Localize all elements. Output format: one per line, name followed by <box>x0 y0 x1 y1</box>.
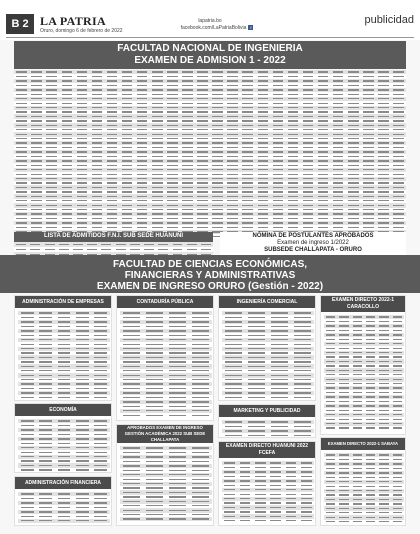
adfin-title: ADMINISTRACIÓN FINANCIERA <box>15 477 111 489</box>
admin-card <box>14 295 112 401</box>
table-cell <box>36 468 54 472</box>
mkt-grid <box>222 420 314 437</box>
table-cell <box>166 413 189 417</box>
admin-grid <box>18 311 110 399</box>
table-row <box>18 468 110 472</box>
ingcom-title: INGENIERÍA COMERCIAL <box>219 296 315 308</box>
table-cell <box>120 517 143 521</box>
table-cell <box>245 433 268 437</box>
table-row <box>222 433 314 437</box>
table-cell <box>120 413 143 417</box>
table-cell <box>268 433 291 437</box>
economics-line3: EXAMEN DE INGRESO ORURO (Gestión - 2022) <box>96 281 324 292</box>
conta-card <box>116 295 214 421</box>
table-row <box>120 413 212 417</box>
directo-huanuni-grid <box>222 461 314 523</box>
table-cell <box>55 468 73 472</box>
adfin-card <box>14 476 112 526</box>
adfin-grid <box>18 492 110 523</box>
section-name: publicidad <box>364 14 414 26</box>
table-row <box>120 517 212 521</box>
table-cell <box>36 519 54 523</box>
admission-list-grid <box>14 70 406 239</box>
admin-title: ADMINISTRACIÓN DE EMPRESAS <box>15 296 111 308</box>
table-cell <box>92 395 110 399</box>
table-cell <box>324 426 337 430</box>
aprob-challapata-grid <box>120 446 212 522</box>
conta-grid <box>120 311 212 418</box>
directo-huanuni-title: EXAMEN DIRECTO HUANUNI 2022 FCEFA <box>219 442 315 458</box>
table-cell <box>391 426 404 430</box>
table-cell <box>73 395 91 399</box>
table-cell <box>253 519 268 523</box>
table-cell <box>291 395 314 399</box>
table-cell <box>36 395 54 399</box>
table-cell <box>92 468 110 472</box>
directo-caracollo-card <box>320 295 406 435</box>
econ-grid <box>18 419 110 472</box>
table-row <box>222 519 314 523</box>
mkt-card <box>218 404 316 438</box>
table-cell <box>189 413 212 417</box>
issue-date: Oruro, domingo 6 de febrero de 2022 <box>40 28 123 34</box>
table-cell <box>237 519 252 523</box>
table-row <box>324 426 404 430</box>
economics-line1: FACULTAD DE CIENCIAS ECONÓMICAS, <box>112 259 308 270</box>
exam-title: EXAMEN DE ADMISION 1 - 2022 <box>134 55 286 66</box>
table-cell <box>73 519 91 523</box>
table-cell <box>377 520 390 523</box>
table-cell <box>299 519 314 523</box>
table-row <box>18 519 110 523</box>
table-cell <box>222 433 245 437</box>
ingcom-card <box>218 295 316 401</box>
table-cell <box>351 520 364 523</box>
directo-caracollo-title: EXAMEN DIRECTO 2022-1 CARACOLLO <box>321 296 405 312</box>
table-cell <box>337 426 350 430</box>
table-cell <box>351 426 364 430</box>
econ-title: ECONOMÍA <box>15 404 111 416</box>
table-cell <box>364 520 377 523</box>
table-cell <box>55 519 73 523</box>
table-cell <box>92 519 110 523</box>
table-cell <box>222 395 245 399</box>
page-number: B 2 <box>6 14 34 34</box>
facebook-icon: f <box>250 25 252 31</box>
table-cell <box>73 468 91 472</box>
table-cell <box>18 468 36 472</box>
directo-caracollo-grid <box>324 315 404 431</box>
mkt-title: MARKETING Y PUBLICIDAD <box>219 405 315 417</box>
table-cell <box>166 517 189 521</box>
table-cell <box>18 395 36 399</box>
aprob-challapata-card <box>116 424 214 526</box>
challapata-line1: NÓMINA DE POSTULANTES APROBADOS <box>252 233 374 239</box>
ingcom-grid <box>222 311 314 399</box>
directo-sabaya-card <box>320 437 406 526</box>
facebook-text: facebook.com/LaPatriaBolivia <box>180 25 247 31</box>
table-cell <box>337 520 350 523</box>
challapata-line2: Examen de ingreso 1/2022 <box>277 240 349 246</box>
engineering-title: FACULTAD NACIONAL DE INGENIERIA <box>117 43 303 54</box>
directo-sabaya-grid <box>324 453 404 523</box>
table-cell <box>324 520 337 523</box>
table-cell <box>268 395 291 399</box>
page-header <box>0 0 420 40</box>
table-cell <box>268 519 283 523</box>
huanuni-title: LISTA DE ADMITIDOS F.N.I. SUB SEDE HUANUNI <box>14 232 213 242</box>
challapata-heading <box>220 232 406 256</box>
directo-huanuni-card <box>218 441 316 526</box>
table-cell <box>222 519 237 523</box>
website: lapatria.bo <box>198 18 222 24</box>
table-cell <box>55 395 73 399</box>
table-cell <box>391 520 404 523</box>
table-row <box>324 520 404 523</box>
conta-title: CONTADURÍA PÚBLICA <box>117 296 213 308</box>
table-cell <box>189 517 212 521</box>
economics-banner <box>0 255 420 293</box>
table-cell <box>143 413 166 417</box>
table-cell <box>291 433 314 437</box>
table-cell <box>377 426 390 430</box>
directo-sabaya-title: EXAMEN DIRECTO 2022-1 SABAYA <box>321 438 405 450</box>
table-cell <box>245 395 268 399</box>
header-rule <box>6 37 414 38</box>
aprob-challapata-title: APROBADOS EXAMEN DE INGRESO GESTIÓN ACADÉMICA 2022 SUB SEDE CHALLAPATA <box>117 425 213 443</box>
table-row <box>222 395 314 399</box>
engineering-banner <box>14 41 406 69</box>
economics-line2: FINANCIERAS Y ADMINISTRATIVAS <box>124 270 296 281</box>
newspaper-name: LA PATRIA <box>40 14 106 28</box>
table-row <box>18 395 110 399</box>
econ-card <box>14 403 112 473</box>
table-cell <box>18 519 36 523</box>
table-cell <box>364 426 377 430</box>
challapata-line3: SUBSEDE CHALLAPATA - ORURO <box>264 247 362 253</box>
table-cell <box>283 519 298 523</box>
facebook-line <box>172 25 262 31</box>
table-cell <box>143 517 166 521</box>
